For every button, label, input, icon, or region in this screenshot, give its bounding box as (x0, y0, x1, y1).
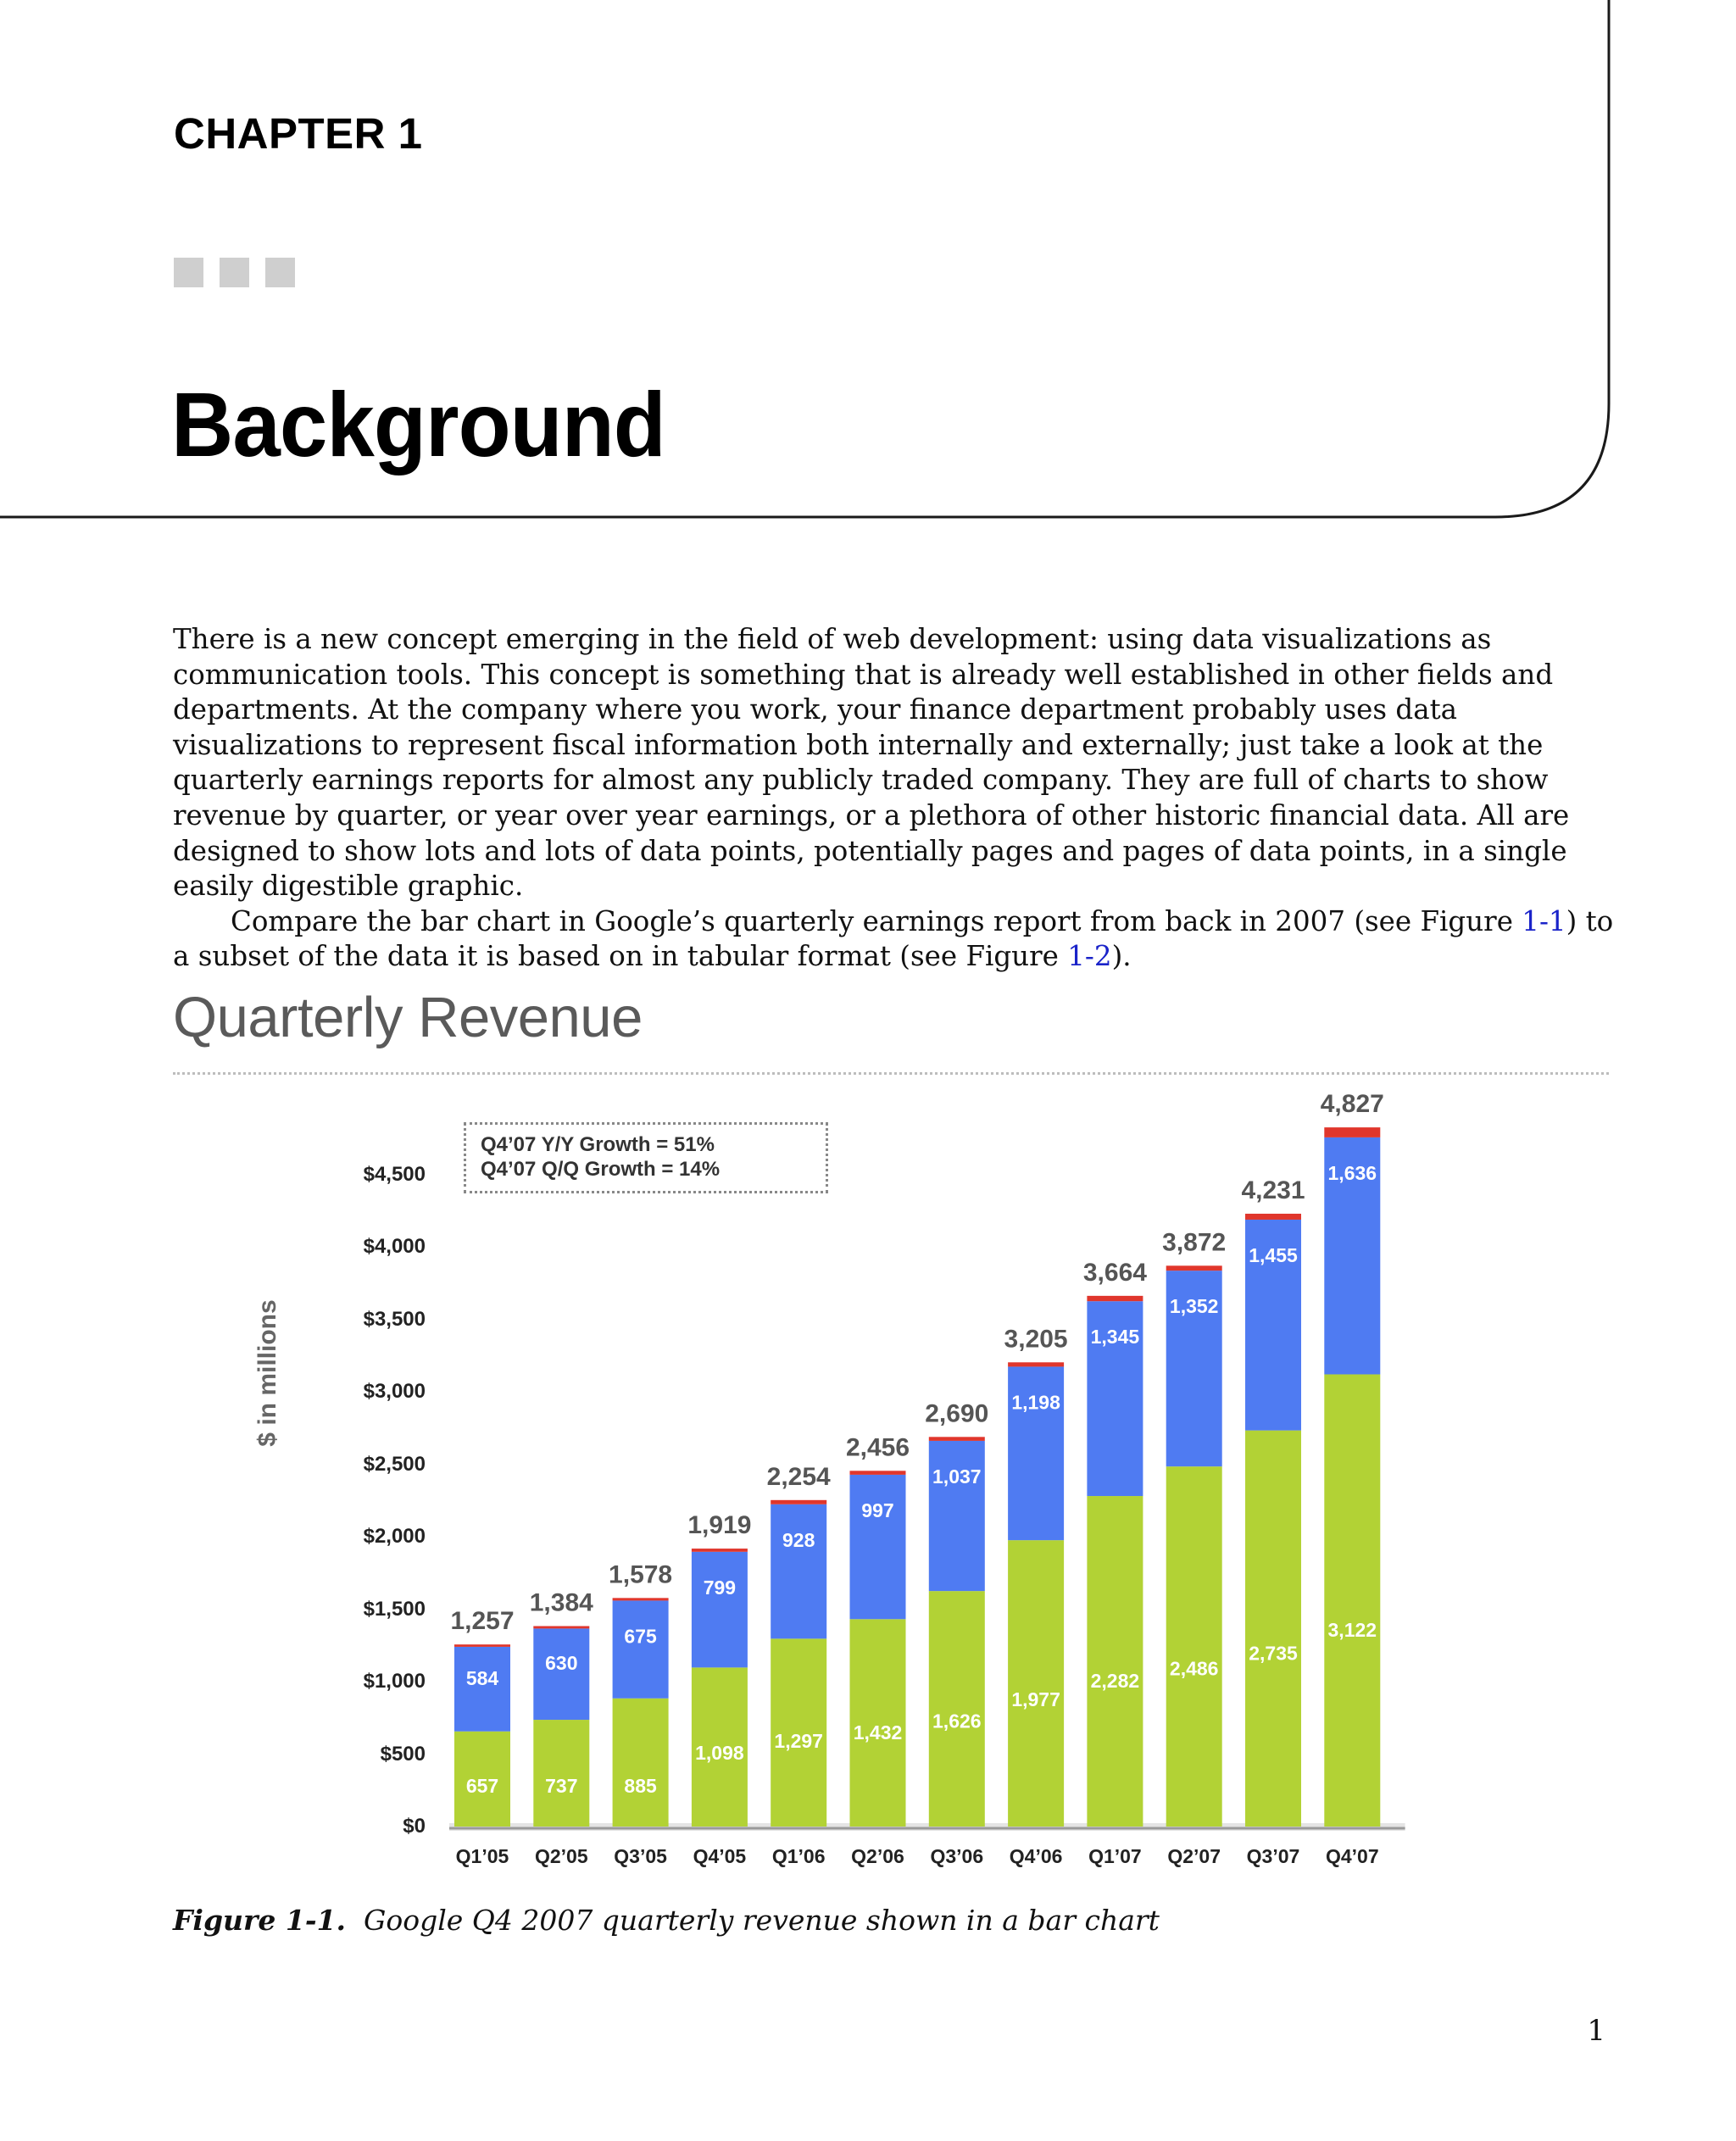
bar-segment-red (1166, 1265, 1222, 1271)
data-label-green: 737 (545, 1775, 578, 1797)
data-label-blue: 1,345 (1090, 1326, 1140, 1349)
y-tick-label: $1,000 (363, 1670, 426, 1693)
bar-segment-blue (850, 1475, 906, 1619)
bar-segment-green (533, 1720, 589, 1827)
x-tick-label: Q1’07 (1088, 1845, 1142, 1867)
page-number: 1 (1587, 2014, 1605, 2048)
total-label: 1,919 (687, 1511, 752, 1540)
bar-segment-green (1087, 1496, 1143, 1827)
bar-segment-red (1008, 1362, 1064, 1366)
x-tick-label: Q4’06 (1009, 1845, 1063, 1867)
bar-segment-red (850, 1471, 906, 1475)
total-label: 2,254 (766, 1462, 831, 1491)
total-label: 4,827 (1320, 1090, 1384, 1119)
x-tick-label: Q2’07 (1167, 1845, 1221, 1867)
data-label-blue: 799 (703, 1576, 737, 1599)
figure-caption-label: Figure 1-1. (173, 1904, 347, 1937)
total-label: 3,872 (1162, 1228, 1227, 1257)
chapter-label: CHAPTER 1 (174, 109, 423, 158)
data-label-blue: 584 (465, 1666, 499, 1689)
data-label-blue: 1,198 (1011, 1391, 1060, 1414)
x-tick-label: Q4’07 (1325, 1845, 1379, 1867)
growth-annotation-qq: Q4’07 Q/Q Growth = 14% (481, 1158, 721, 1181)
x-tick-label: Q3’07 (1246, 1845, 1300, 1867)
x-tick-label: Q2’05 (534, 1845, 588, 1867)
y-tick-label: $2,000 (363, 1525, 426, 1549)
data-label-blue: 997 (861, 1499, 894, 1521)
bar-segment-blue (929, 1441, 985, 1591)
bar-segment-green (1008, 1540, 1064, 1827)
bar-segment-blue (771, 1504, 826, 1639)
total-label: 3,664 (1082, 1258, 1147, 1287)
data-label-green: 1,098 (695, 1742, 744, 1765)
total-label: 3,205 (1004, 1325, 1068, 1354)
growth-annotation-yy: Q4’07 Y/Y Growth = 51% (481, 1133, 715, 1156)
data-label-green: 1,297 (774, 1729, 823, 1752)
total-label: 1,257 (450, 1607, 515, 1636)
data-label-blue: 1,037 (932, 1465, 982, 1488)
data-label-green: 2,735 (1249, 1642, 1298, 1665)
bar-segment-green (1166, 1466, 1222, 1827)
x-tick-label: Q3’06 (930, 1845, 984, 1867)
data-label-green: 2,486 (1169, 1657, 1219, 1680)
data-label-blue: 1,352 (1169, 1295, 1219, 1318)
data-label-green: 657 (465, 1775, 499, 1797)
bar-segment-blue (533, 1628, 589, 1720)
paragraph-2-part-a: Compare the bar chart in Google’s quarterly earnings report from back in 2007 (see Figure (231, 904, 1522, 937)
total-label: 1,384 (529, 1588, 593, 1617)
bar-segment-red (771, 1500, 826, 1504)
data-label-blue: 675 (624, 1625, 657, 1648)
bar-segment-green (1324, 1374, 1380, 1827)
data-label-green: 1,626 (932, 1710, 982, 1732)
data-label-green: 3,122 (1327, 1618, 1377, 1641)
y-axis-label-text: $ in millions (253, 1299, 281, 1447)
data-label-green: 2,282 (1090, 1670, 1140, 1693)
paragraph-2-part-b: ) to a subset of the data it is based on in tabular format (see Figure (173, 904, 1614, 973)
bar-segment-red (613, 1598, 669, 1600)
bar-segment-red (1324, 1127, 1380, 1137)
figure-caption (173, 1904, 1160, 1937)
bar-segment-red (692, 1549, 748, 1552)
x-tick-label: Q3’05 (614, 1845, 667, 1867)
x-tick-label: Q2’06 (851, 1845, 904, 1867)
data-label-green: 1,432 (853, 1721, 903, 1744)
bar-segment-red (1245, 1214, 1301, 1220)
total-label: 2,690 (925, 1399, 989, 1428)
y-tick-label: $4,000 (363, 1235, 426, 1259)
figure-ref-1-1-link[interactable]: 1-1 (1522, 904, 1566, 937)
bar-segment-green (929, 1591, 985, 1827)
data-label-blue: 928 (782, 1528, 815, 1551)
bar-segment-green (1245, 1431, 1301, 1827)
total-label: 2,456 (845, 1433, 910, 1462)
chapter-title: Background (171, 373, 665, 475)
bar-segment-red (454, 1644, 510, 1647)
data-label-blue: 630 (545, 1651, 578, 1674)
paragraph-2-part-c: ). (1111, 940, 1132, 973)
bar-segment-red (1087, 1296, 1143, 1301)
bar-segment-blue (692, 1552, 748, 1668)
bar-segment-blue (613, 1600, 669, 1698)
y-tick-label: $2,500 (363, 1452, 426, 1476)
chart-title: Quarterly Revenue (173, 986, 643, 1049)
paragraph-1: There is a new concept emerging in the field of web development: using data visualizations as communication tools. This concept is something that is already well established in other fields and departments. At the company where you work, your finance department probably uses data visualizations to represent fiscal information both internally and externally; just take a look at the quarterly earnings reports for almost any publicly traded company. They are full of charts to show revenue by quarter, or year over year earnings, or a plethora of other historic financial data. All are designed to show lots and lots of data points, potentially pages and pages of data points, in a single easily digestible graphic. (173, 623, 1570, 903)
y-tick-label: $1,500 (363, 1597, 426, 1621)
data-label-blue: 1,455 (1249, 1243, 1298, 1266)
bar-segment-green (613, 1699, 669, 1827)
figure-caption-text: Google Q4 2007 quarterly revenue shown in a bar chart (364, 1904, 1160, 1937)
x-tick-label: Q1’05 (455, 1845, 509, 1867)
y-tick-label: $500 (380, 1742, 426, 1766)
total-label: 4,231 (1241, 1176, 1305, 1204)
bar-segment-red (533, 1626, 589, 1628)
bar-segment-red (929, 1437, 985, 1441)
data-label-green: 885 (624, 1775, 657, 1797)
data-label-blue: 1,636 (1327, 1161, 1377, 1184)
y-tick-label: $0 (403, 1815, 426, 1838)
x-tick-label: Q1’06 (771, 1845, 826, 1867)
data-label-green: 1,977 (1011, 1688, 1060, 1711)
y-tick-label: $4,500 (363, 1163, 426, 1186)
y-tick-label: $3,500 (363, 1307, 426, 1331)
total-label: 1,578 (609, 1560, 673, 1589)
x-tick-label: Q4’05 (693, 1845, 747, 1867)
y-tick-label: $3,000 (363, 1380, 426, 1404)
figure-ref-1-2-link[interactable]: 1-2 (1067, 940, 1112, 973)
